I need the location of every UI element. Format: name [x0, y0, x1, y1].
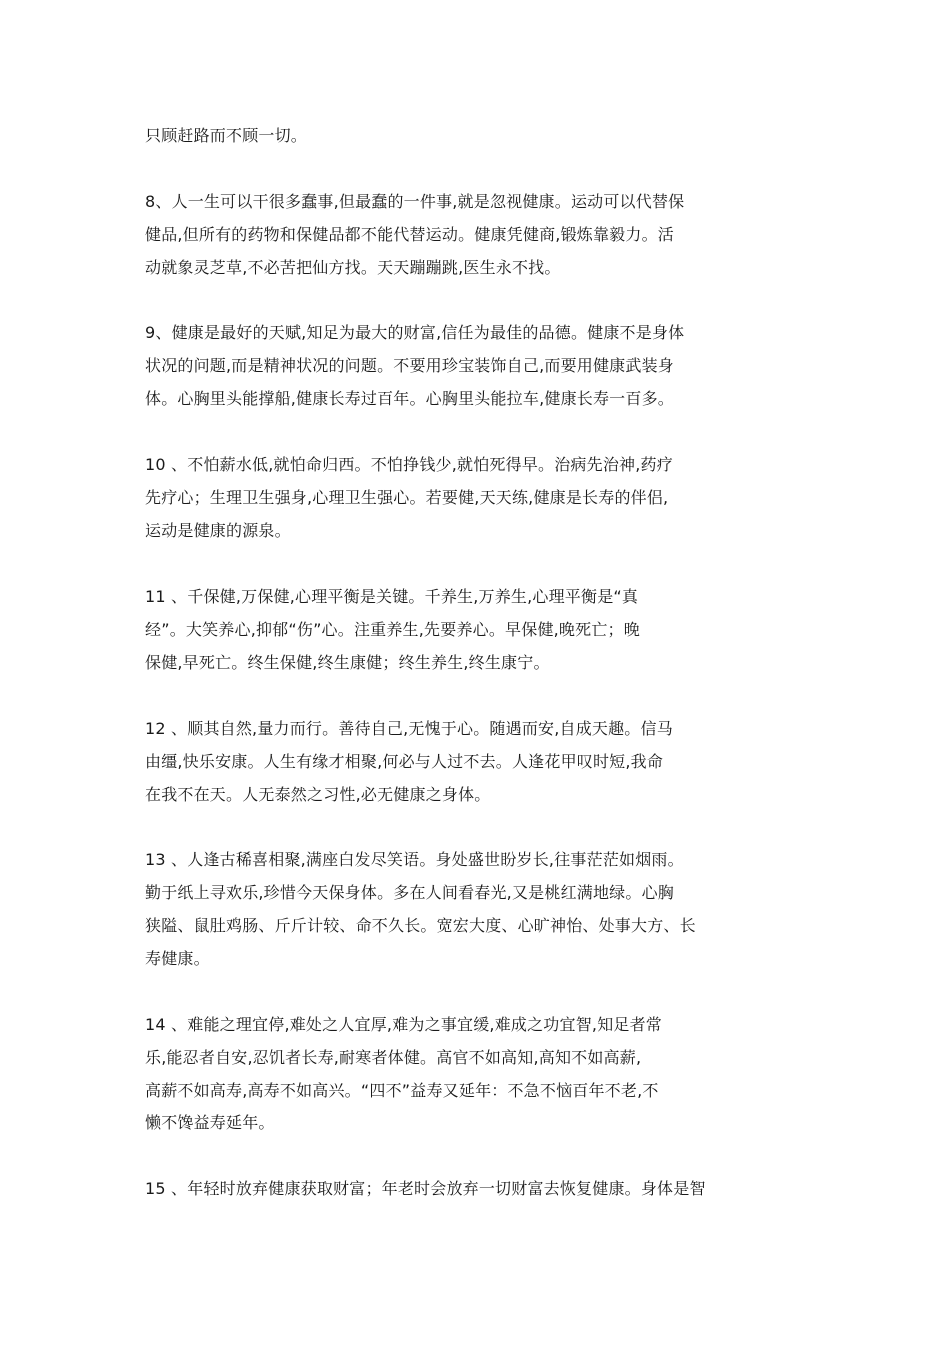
text-line: 状况的问题,而是精神状况的问题。不要用珍宝装饰自己,而要用健康武装身	[145, 356, 674, 375]
text-line: 14 、难能之理宜停,难处之人宜厚,难为之事宜缓,难成之功宜智,知足者常	[145, 1015, 662, 1034]
text-line: 勤于纸上寻欢乐,珍惜今天保身体。多在人间看春光,又是桃红满地绿。心胸	[145, 883, 674, 902]
text-line: 健品,但所有的药物和保健品都不能代替运动。健康凭健商,锻炼靠毅力。活	[145, 225, 674, 244]
text-line: 只顾赶路而不顾一切。	[145, 126, 308, 145]
text-line: 10 、不怕薪水低,就怕命归西。不怕挣钱少,就怕死得早。治病先治神,药疗	[145, 455, 673, 474]
text-line: 高薪不如高寿,高寿不如高兴。“四不”益寿又延年：不急不恼百年不老,不	[145, 1081, 659, 1100]
text-line: 12 、顺其自然,量力而行。善待自己,无愧于心。随遇而安,自成天趣。信马	[145, 719, 673, 738]
text-line: 先疗心；生理卫生强身,心理卫生强心。若要健,天天练,健康是长寿的伴侣,	[145, 488, 669, 507]
text-line: 狭隘、鼠肚鸡肠、斤斤计较、命不久长。宽宏大度、心旷神怡、处事大方、长	[145, 916, 696, 935]
text-line: 8、人一生可以干很多蠢事,但最蠢的一件事,就是忽视健康。运动可以代替保	[145, 192, 685, 211]
text-line: 乐,能忍者自安,忍饥者长寿,耐寒者体健。高官不如高知,高知不如高薪,	[145, 1048, 642, 1067]
text-line: 由缰,快乐安康。人生有缘才相聚,何必与人过不去。人逢花甲叹时短,我命	[145, 752, 664, 771]
text-line: 经”。大笑养心,抑郁“伤”心。注重养生,先要养心。早保健,晚死亡；晚	[145, 620, 640, 639]
text-line: 懒不馋益寿延年。	[145, 1113, 275, 1132]
text-line: 在我不在天。人无泰然之习性,必无健康之身体。	[145, 785, 491, 804]
text-line: 13 、人逢古稀喜相聚,满座白发尽笑语。身处盛世盼岁长,往事茫茫如烟雨。	[145, 850, 684, 869]
text-line: 保健,早死亡。终生保健,终生康健；终生养生,终生康宁。	[145, 653, 550, 672]
text-line: 体。心胸里头能撑船,健康长寿过百年。心胸里头能拉车,健康长寿一百多。	[145, 389, 674, 408]
text-line: 9、健康是最好的天赋,知足为最大的财富,信任为最佳的品德。健康不是身体	[145, 323, 685, 342]
text-line: 15 、年轻时放弃健康获取财富；年老时会放弃一切财富去恢复健康。身体是智	[145, 1179, 706, 1198]
text-line: 寿健康。	[145, 949, 210, 968]
text-line: 动就象灵芝草,不必苦把仙方找。天天蹦蹦跳,医生永不找。	[145, 258, 561, 277]
text-line: 11 、千保健,万保健,心理平衡是关键。千养生,万养生,心理平衡是“真	[145, 587, 639, 606]
text-line: 运动是健康的源泉。	[145, 521, 291, 540]
